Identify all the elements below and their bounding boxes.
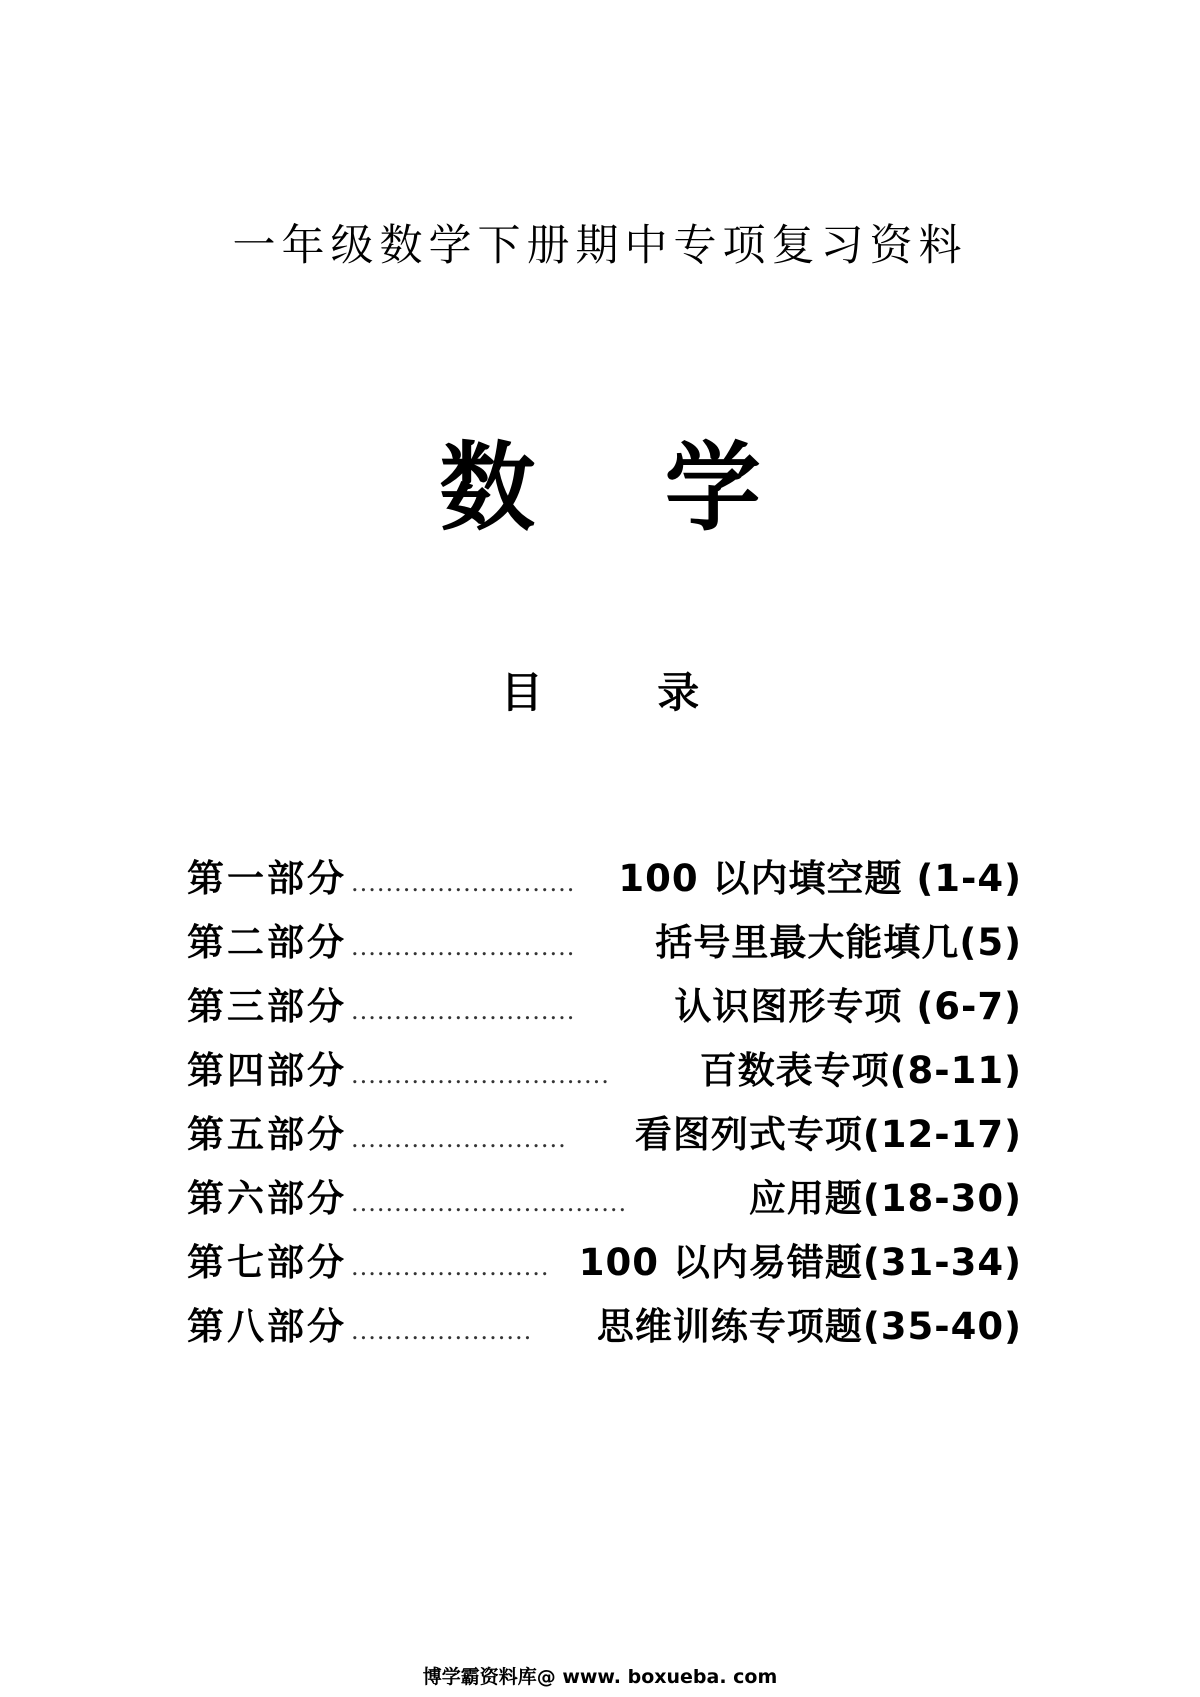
toc-entry-8 <box>187 1296 1022 1360</box>
toc-leader-dots: .......................... <box>351 869 576 897</box>
toc-topic: 百数表专项(8-11) <box>699 1049 1022 1092</box>
table-of-contents <box>187 848 1022 1360</box>
toc-entry-5 <box>187 1104 1022 1168</box>
toc-leader-dots: .............................. <box>351 1061 610 1089</box>
toc-topic: 100 以内易错题(31-34) <box>578 1241 1022 1284</box>
toc-topic: 思维训练专项题(35-40) <box>596 1305 1022 1348</box>
toc-entry-6 <box>187 1168 1022 1232</box>
toc-part-label: 第六部分 <box>187 1176 347 1220</box>
toc-part-label: 第五部分 <box>187 1112 347 1156</box>
toc-topic: 100 以内填空题 (1-4) <box>618 857 1022 900</box>
toc-leader-dots: ....................... <box>351 1253 550 1281</box>
toc-heading: 目 录 <box>500 668 750 717</box>
toc-leader-dots: .......................... <box>351 933 576 961</box>
document-title: 数 学 <box>439 431 809 544</box>
toc-topic: 看图列式专项(12-17) <box>634 1113 1022 1156</box>
toc-topic: 应用题(18-30) <box>748 1177 1022 1220</box>
toc-part-label: 第一部分 <box>187 856 347 900</box>
toc-leader-dots: ......................... <box>351 1125 567 1153</box>
toc-leader-dots: ..................... <box>351 1317 533 1345</box>
toc-leader-dots: ................................ <box>351 1189 628 1217</box>
toc-topic: 认识图形专项 (6-7) <box>674 985 1022 1028</box>
toc-entry-7 <box>187 1232 1022 1296</box>
toc-part-label: 第七部分 <box>187 1240 347 1284</box>
footer-watermark: 博学霸资料库@ www. boxueba. com <box>422 1666 778 1688</box>
toc-part-label: 第三部分 <box>187 984 347 1028</box>
toc-leader-dots: .......................... <box>351 997 576 1025</box>
toc-entry-4 <box>187 1040 1022 1104</box>
toc-topic: 括号里最大能填几(5) <box>655 921 1022 964</box>
document-subtitle: 一年级数学下册期中专项复习资料 <box>232 221 968 271</box>
toc-part-label: 第四部分 <box>187 1048 347 1092</box>
toc-part-label: 第二部分 <box>187 920 347 964</box>
toc-entry-1 <box>187 848 1022 912</box>
toc-entry-3 <box>187 976 1022 1040</box>
toc-entry-2 <box>187 912 1022 976</box>
toc-part-label: 第八部分 <box>187 1304 347 1348</box>
